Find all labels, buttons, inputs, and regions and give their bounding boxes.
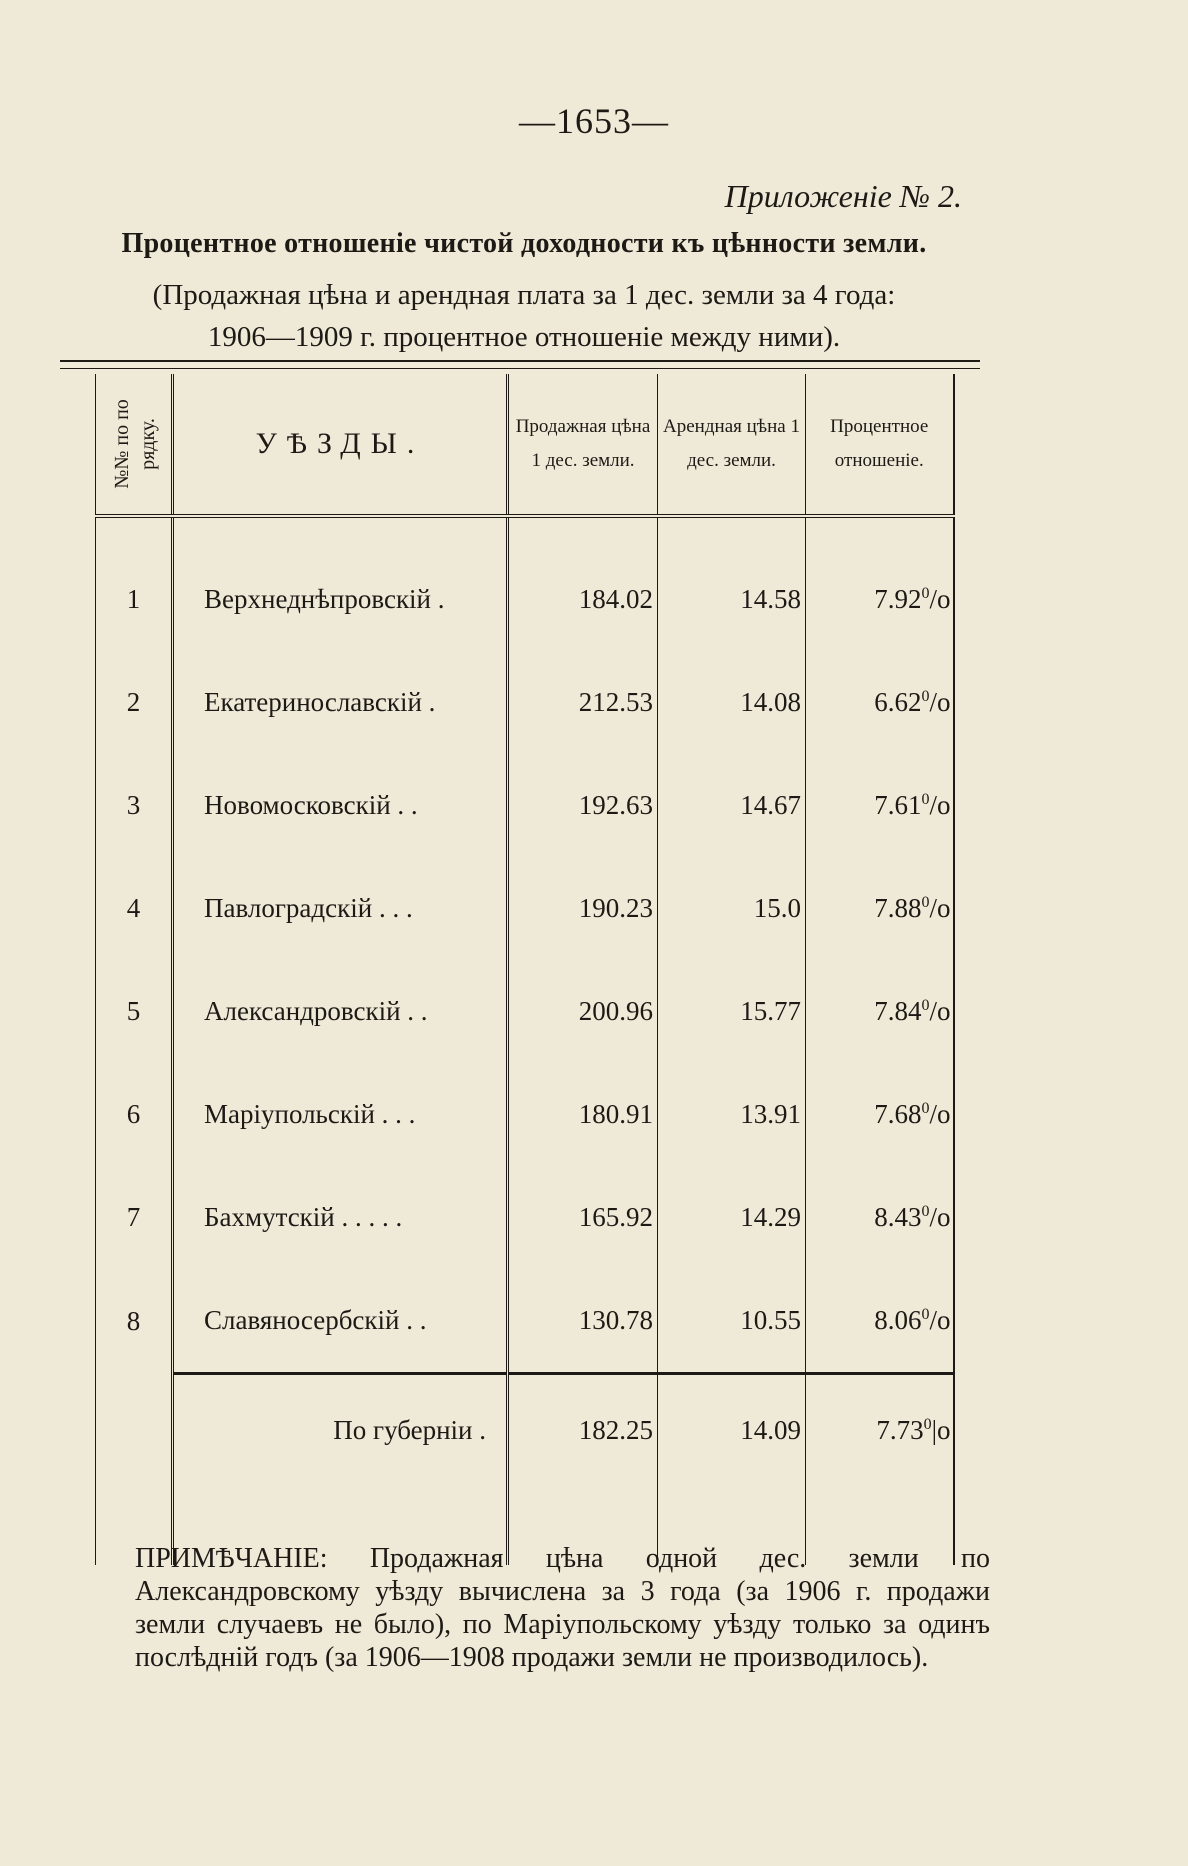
row-rent-price: 14.08 (658, 651, 806, 754)
table-row (96, 1269, 954, 1374)
row-ratio-value: 7.88 (874, 893, 922, 923)
row-rent-price: 14.67 (658, 754, 806, 857)
row-ratio: 7.84$^0$/o (806, 960, 954, 1063)
footnote: ПРИМѢЧАНІЕ: Продажная цѣна одной дес. земли по Александровскому уѣзду вычислена за 3 года (за 1906 г. продажи земли случаевъ не было), по Маріупольскому уѣзду только за одинъ послѣдній годъ (за 1906—1908 продажи земли не производилось). (135, 1543, 990, 1673)
row-uezd-name: Славяносербскій . . (173, 1269, 508, 1374)
top-rule (60, 360, 980, 362)
table-row (96, 516, 954, 651)
header-rent-price: Арендная цѣна 1 дес. земли. (658, 374, 806, 516)
subtitle-line-1: (Продажная цѣна и арендная плата за 1 дес. земли за 4 года: (152, 279, 896, 311)
table-row (96, 651, 954, 754)
row-sale-price: 130.78 (508, 1269, 658, 1374)
table-row (96, 754, 954, 857)
row-ratio-value: 8.06 (874, 1305, 922, 1335)
total-sale-price: 182.25 (508, 1374, 658, 1486)
data-table (95, 374, 955, 1565)
total-rent-price: 14.09 (658, 1374, 806, 1486)
row-sale-price: 190.23 (508, 857, 658, 960)
row-ratio: 7.88$^0$/o (806, 857, 954, 960)
row-num: 7 (96, 1166, 173, 1269)
row-sale-price: 180.91 (508, 1063, 658, 1166)
document-subtitle (0, 274, 1048, 358)
header-ratio: Процентное отношеніе. (806, 374, 954, 516)
row-num: 1 (96, 516, 173, 651)
page-number: —1653— (519, 101, 669, 141)
row-uezd-name: Маріупольскій . . . (173, 1063, 508, 1166)
table-row (96, 960, 954, 1063)
row-uezd-name: Екатеринославскій . (173, 651, 508, 754)
total-ratio: 7.73$^0$|o (806, 1374, 954, 1486)
row-sale-price: 165.92 (508, 1166, 658, 1269)
row-ratio-value: 6.62 (874, 687, 922, 717)
row-ratio-value: 7.61 (874, 790, 922, 820)
top-rule-thin (60, 368, 980, 369)
row-ratio-suffix: /o (929, 893, 951, 923)
row-uezd-name: Александровскій . . (173, 960, 508, 1063)
row-num: 8 (96, 1269, 173, 1374)
row-ratio-suffix: /o (929, 1202, 951, 1232)
row-ratio-suffix: /o (929, 584, 951, 614)
header-num-line2: рядку. (136, 418, 159, 470)
appendix-label: Приложеніе № 2. (724, 178, 962, 214)
row-ratio-suffix: /o (929, 996, 951, 1026)
row-rent-price: 15.0 (658, 857, 806, 960)
total-ratio-suffix: |o (931, 1414, 951, 1445)
header-sale-price: Продажная цѣна 1 дес. земли. (508, 374, 658, 516)
total-row (96, 1374, 954, 1486)
subtitle-line-2: 1906—1909 г. процентное отношеніе между ними). (207, 321, 841, 353)
row-ratio-suffix: /o (929, 1305, 951, 1335)
row-num: 4 (96, 857, 173, 960)
total-label: По губерніи . (173, 1374, 508, 1486)
table-row (96, 1166, 954, 1269)
row-num: 3 (96, 754, 173, 857)
table-header-row (96, 374, 954, 516)
row-ratio: 8.43$^0$/o (806, 1166, 954, 1269)
row-ratio: 6.62$^0$/o (806, 651, 954, 754)
row-sale-price: 200.96 (508, 960, 658, 1063)
row-rent-price: 15.77 (658, 960, 806, 1063)
table-row (96, 857, 954, 960)
row-num: 5 (96, 960, 173, 1063)
header-num (96, 374, 173, 516)
row-rent-price: 14.58 (658, 516, 806, 651)
row-ratio-suffix: /o (929, 687, 951, 717)
row-num: 6 (96, 1063, 173, 1166)
row-ratio: 7.92$^0$/o (806, 516, 954, 651)
row-uezd-name: Бахмутскій . . . . . (173, 1166, 508, 1269)
row-uezd-name: Новомосковскій . . (173, 754, 508, 857)
row-ratio-value: 7.92 (874, 584, 922, 614)
row-ratio-value: 8.43 (874, 1202, 922, 1232)
row-ratio: 7.68$^0$/o (806, 1063, 954, 1166)
total-ratio-value: 7.73 (876, 1414, 924, 1445)
header-uezdy: УѢЗДЫ. (173, 374, 508, 516)
document-title: Процентное отношеніе чистой доходности къ цѣнности земли. (121, 228, 927, 259)
row-rent-price: 10.55 (658, 1269, 806, 1374)
row-num: 2 (96, 651, 173, 754)
row-ratio-value: 7.84 (874, 996, 922, 1026)
row-rent-price: 13.91 (658, 1063, 806, 1166)
row-ratio-suffix: /o (929, 1099, 951, 1129)
row-rent-price: 14.29 (658, 1166, 806, 1269)
row-uezd-name: Верхнеднѣпровскій . (173, 516, 508, 651)
row-sale-price: 184.02 (508, 516, 658, 651)
row-uezd-name: Павлоградскій . . . (173, 857, 508, 960)
table-row (96, 1063, 954, 1166)
row-ratio-suffix: /o (929, 790, 951, 820)
row-ratio: 7.61$^0$/o (806, 754, 954, 857)
row-ratio: 8.06$^0$/o (806, 1269, 954, 1374)
row-sale-price: 192.63 (508, 754, 658, 857)
row-sale-price: 212.53 (508, 651, 658, 754)
header-num-line1: №№ по по (110, 399, 133, 489)
row-ratio-value: 7.68 (874, 1099, 922, 1129)
